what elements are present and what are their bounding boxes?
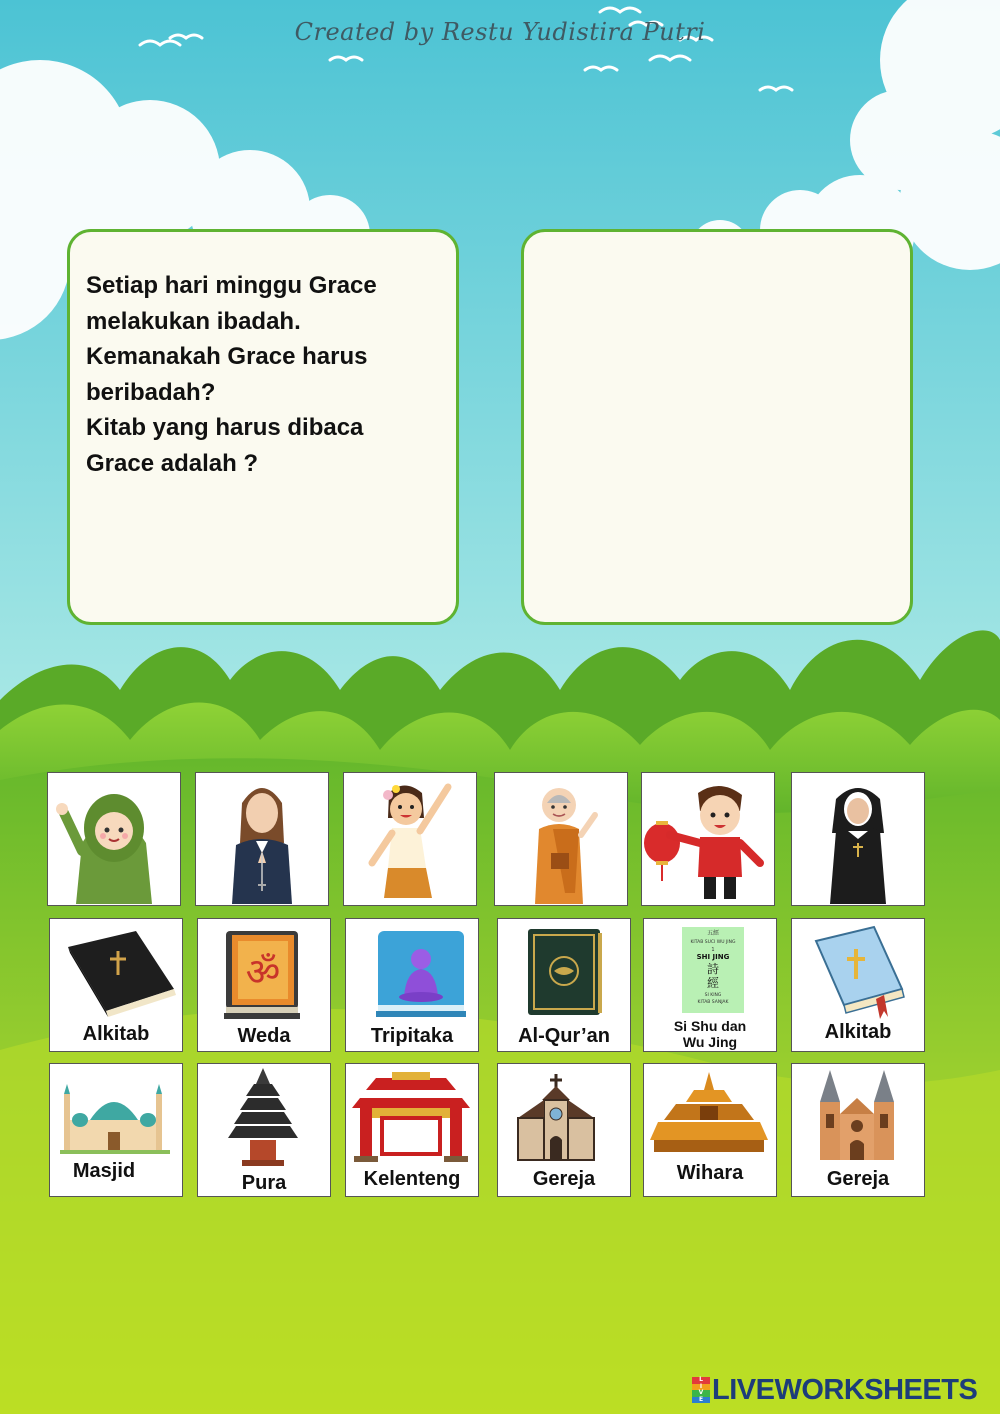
book-label: Alkitab [824,1021,892,1043]
book-label: Si Shu dan [673,1018,747,1034]
question-text [86,268,446,481]
buddhist-monk-icon [495,773,626,904]
card-place[interactable] [49,1063,183,1197]
card-praying-woman[interactable] [195,772,329,906]
question-line: Setiap hari minggu Grace [86,272,377,299]
credit-text: Created by Restu Yudistira Putri [294,18,706,46]
cover-text: KITAB SUCI WU JING [690,940,736,945]
cover-text: 五經 [706,930,720,937]
balinese-dancer-girl-icon [344,773,475,904]
liveworksheets-logo-icon: L I V E [692,1377,710,1403]
nun-icon [792,773,923,904]
card-place[interactable] [197,1063,331,1197]
svg-text:ॐ: ॐ [245,950,281,994]
book-label: Wu Jing [682,1034,738,1050]
cover-text: SHI JING [696,953,730,961]
card-book[interactable] [197,918,331,1052]
card-chinese-boy[interactable] [641,772,775,906]
place-label: Pura [241,1172,287,1194]
place-label: Masjid [72,1160,136,1182]
brand-text: LIVEWORKSHEETS [712,1373,978,1406]
card-book[interactable] [643,918,777,1052]
card-balinese-girl[interactable] [343,772,477,906]
hijab-girl-icon [48,773,179,904]
book-label: Weda [237,1025,291,1047]
card-book[interactable] [791,918,925,1052]
liveworksheets-logo [692,1374,977,1406]
question-line: Kitab yang harus dibaca [86,414,364,441]
card-book[interactable] [497,918,631,1052]
card-hijab-girl[interactable] [47,772,181,906]
card-place[interactable] [643,1063,777,1197]
cover-text: 經 [706,976,720,990]
question-line: melakukan ibadah. [86,307,301,335]
card-place[interactable] [497,1063,631,1197]
card-place[interactable] [345,1063,479,1197]
place-label: Gereja [826,1168,890,1190]
chinese-boy-lantern-icon [642,773,773,904]
book-label: Alkitab [82,1023,150,1045]
card-buddhist-monk[interactable] [494,772,628,906]
question-line: Grace adalah ? [86,449,259,477]
answer-drop-zone[interactable] [521,229,913,625]
card-book[interactable] [49,918,183,1052]
card-place[interactable] [791,1063,925,1197]
cover-text: KITAB SANJAK [697,1000,729,1005]
cover-text: 詩 [706,962,720,976]
place-label: Wihara [676,1162,744,1184]
cover-text: SI KING [704,993,722,998]
question-line: Kemanakah Grace harus [86,343,368,370]
cover-text: 1 [711,947,715,953]
question-panel [67,229,459,625]
card-nun[interactable] [791,772,925,906]
place-label: Kelenteng [363,1168,461,1190]
book-label: Tripitaka [370,1025,454,1047]
book-label: Al-Qur’an [518,1025,610,1047]
praying-woman-icon [196,773,327,904]
card-book[interactable] [345,918,479,1052]
place-label: Gereja [532,1168,596,1190]
question-line: beribadah? [86,378,216,406]
